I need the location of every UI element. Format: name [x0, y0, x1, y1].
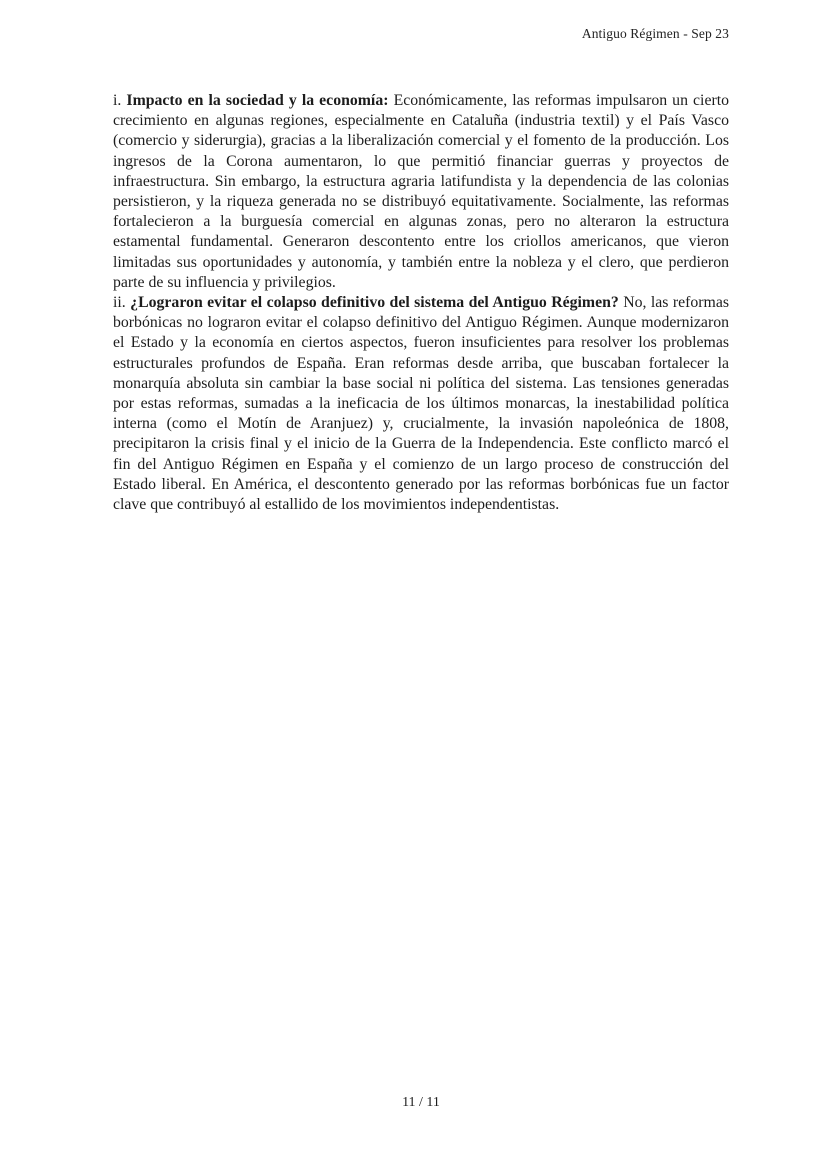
page-number: 11 / 11 [402, 1095, 440, 1110]
item-heading-ii: ¿Lograron evitar el colapso definitivo del sistema del Antiguo Régimen? [130, 294, 619, 312]
page-footer [113, 1095, 729, 1111]
item-heading-i: Impacto en la sociedad y la economía: [126, 92, 389, 109]
item-body-i: Económicamente, las reformas impulsaron un cierto crecimiento en algunas regiones, especialmente en Cataluña (industria textil) y el País Vasco (comercio y siderurgia), gracias a la liberalización comercial y el fomento de la producción. Los ingresos de la Corona aumentaron, lo que permitió financiar guerras y proyectos de infraestructura. Sin embargo, la estructura agraria latifundista y la dependencia de las colonias persistieron, y la riqueza generada no se distribuyó equitativamente. Socialmente, las reformas fortalecieron a la burguesía comercial en algunas zonas, pero no alteraron la estructura estamental fundamental. Generaron descontento entre los criollos americanos, que vieron limitadas sus oportunidades y autonomía, y también entre la nobleza y el clero, que perdieron parte de su influencia y privilegios. [113, 92, 730, 291]
header-title: Antiguo Régimen - Sep 23 [581, 26, 729, 41]
page-header [582, 26, 729, 42]
document-content [113, 91, 729, 515]
paragraph-item-ii [113, 293, 729, 515]
paragraph-item-i [113, 91, 729, 293]
list-marker-i: i. [113, 92, 122, 109]
list-marker-ii: ii. [113, 294, 126, 312]
item-body-ii: No, las reformas borbónicas no lograron evitar el colapso definitivo del Antiguo Régimen. Aunque modernizaron el Estado y la economía en ciertos aspectos, fueron insuficientes para resolver los problemas estructurales profundos de España. Eran reformas desde arriba, que buscaban fortalecer la monarquía absoluta sin cambiar la base social ni política del sistema. Las tensiones generadas por estas reformas, sumadas a la ineficacia de los últimos monarcas, la inestabilidad política interna (como el Motín de Aranjuez) y, crucialmente, la invasión napoleónica de 1808, precipitaron la crisis final y el inicio de la Guerra de la Independencia. Este conflicto marcó el fin del Antiguo Régimen en España y el comienzo de un largo proceso de construcción del Estado liberal. En América, el descontento generado por las reformas borbónicas fue un factor clave que contribuyó al estallido de los movimientos independentistas. [113, 294, 730, 514]
